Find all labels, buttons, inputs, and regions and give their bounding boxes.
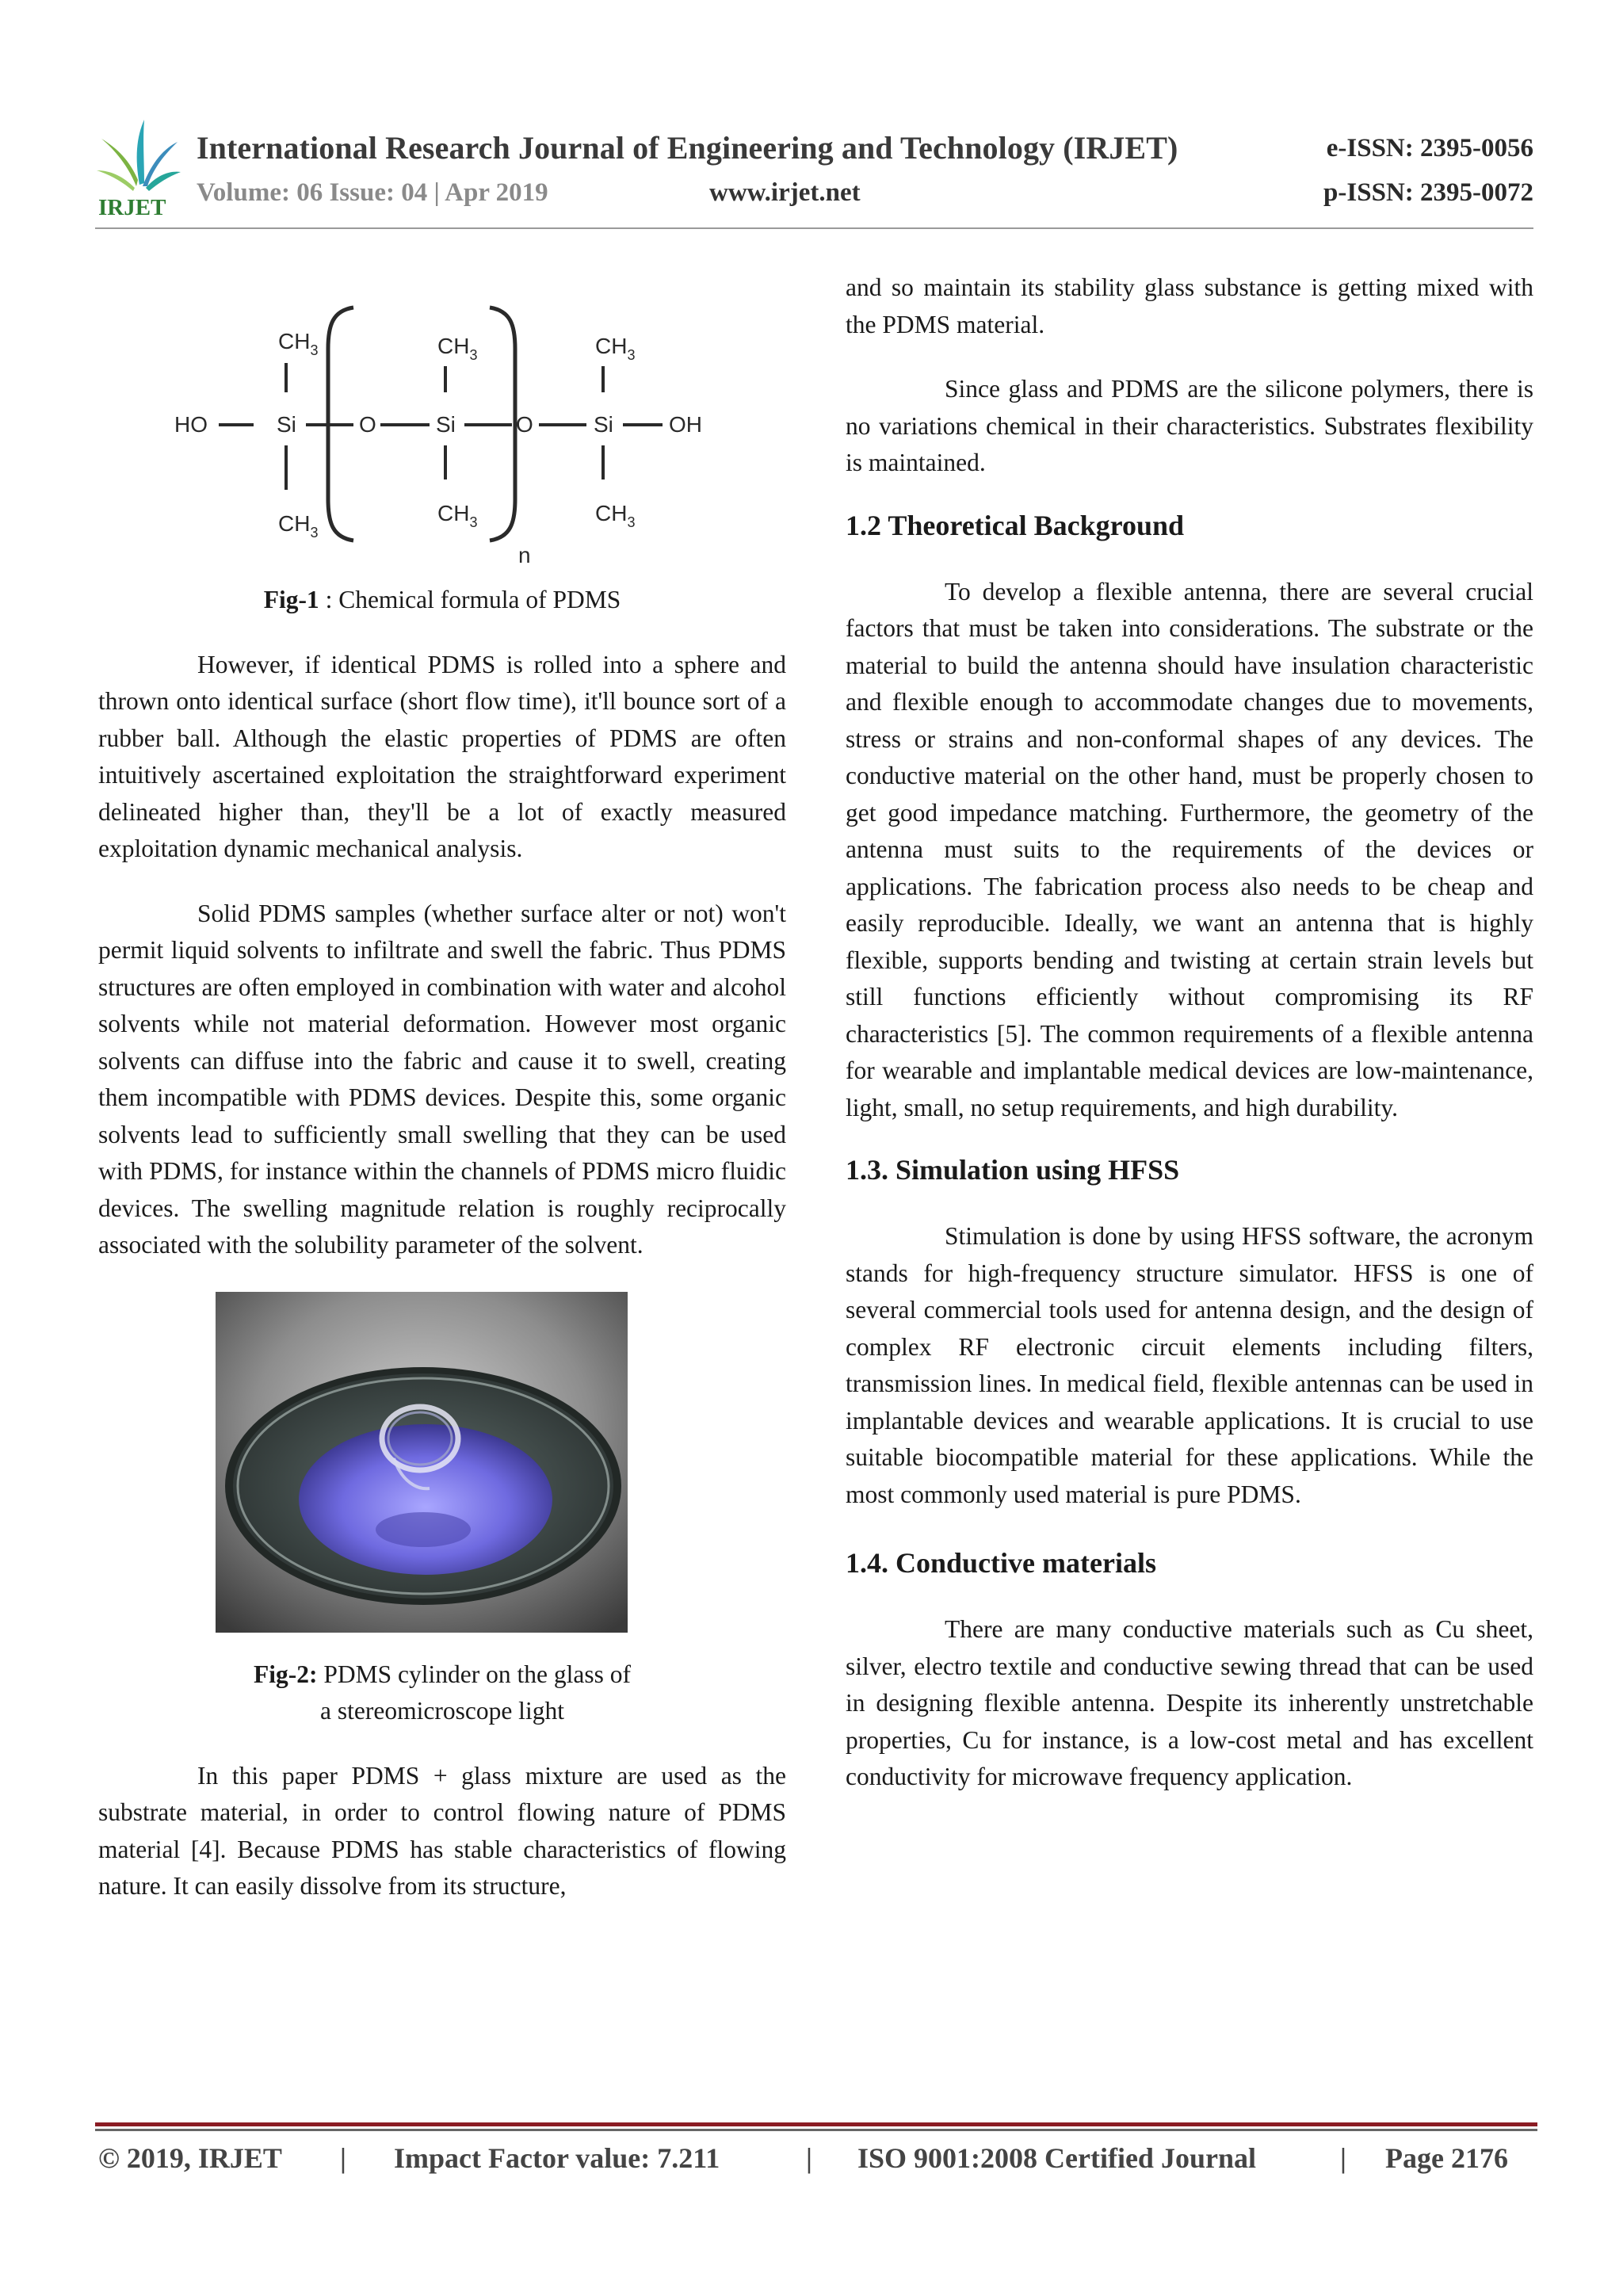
fig1-caption-text: : Chemical formula of PDMS (319, 586, 621, 613)
right-column (846, 269, 1533, 1796)
footer-impact-factor: Impact Factor value: 7.211 (394, 2142, 720, 2174)
logo-text: IRJET (98, 195, 166, 218)
footer-separator-2: | (806, 2142, 812, 2174)
e-issn: e-ISSN: 2395-0056 (1326, 134, 1533, 162)
svg-text:CH3: $CH_3$ (437, 501, 478, 530)
fig2-label: Fig-2: (254, 1660, 318, 1688)
svg-text:CH3: $CH_3$ (437, 334, 478, 363)
formula-o-1: O (359, 412, 376, 437)
section-1-3-text: Stimulation is done by using HFSS software, the acronym stands for high-frequency structure simulator. HFSS is one of several commercial tools used for antenna design, and the design of complex RF electronic circuit elements including filters, transmission lines. In medical field, flexible antennas can be used in implantable devices and wearable applications. It is crucial to use suitable biocompatible material for these applications. While the most commonly used material is pure PDMS. (846, 1222, 1533, 1508)
svg-text:CH3: $CH_3$ (595, 501, 636, 530)
section-1-4-heading: 1.4. Conductive materials (846, 1547, 1156, 1579)
right-paragraph-1: and so maintain its stability glass substance is getting mixed with the PDMS material. (846, 273, 1533, 338)
fig2-caption-line-1: PDMS cylinder on the glass of (317, 1660, 631, 1688)
section-1-4-text: There are many conductive materials such as Cu sheet, silver, electro textile and conductive sewing thread that can be used in designing flexible antenna. Despite its inherently unstretchable properties, Cu for instance, is a low-cost metal and has excellent conductivity for microwave frequency application. (846, 1615, 1533, 1790)
header-divider (95, 227, 1533, 229)
footer-divider-red (95, 2122, 1537, 2126)
journal-title: International Research Journal of Engineering and Technology (IRJET) (197, 130, 1178, 166)
section-1-2-heading: 1.2 Theoretical Background (846, 509, 1185, 541)
svg-text:CH3: $CH_3$ (278, 511, 319, 541)
footer-page-number: Page 2176 (1385, 2142, 1508, 2174)
volume-issue: Volume: 06 Issue: 04 | Apr 2019 (197, 178, 548, 207)
fig2-caption-line-2: a stereomicroscope light (320, 1697, 564, 1725)
formula-oh: OH (669, 412, 702, 437)
footer-separator-3: | (1340, 2142, 1346, 2174)
formula-ch3-bottom-1: CH (278, 511, 311, 536)
section-1-2-text: To develop a flexible antenna, there are several crucial factors that must be taken into considerations. The substrate or the material to build the antenna should have insulation characteristic and flexible enough to accommodate changes due to movements, stress or strains and non-conformal shapes of any devices. The conductive material on the other hand, must be properly chosen to get good impedance matching. Furthermore, the geometry of the antenna must suits to the requirements of the devices or applications. The fabrication process also needs to be cheap and easily reproducible. Ideally, we want an antenna that is highly flexible, supports bending and twisting at certain strain levels but still functions efficiently without compromising its RF characteristics [5]. The common requirements of a flexible antenna for wearable and implantable medical devices are low-maintenance, light, small, no setup requirements, and high durability. (846, 577, 1533, 1121)
formula-ch3-bottom-2: CH (437, 501, 470, 525)
pdms-chemical-formula (98, 238, 786, 579)
svg-text:CH3: $CH_3$ (278, 329, 319, 358)
formula-si-3: Si (594, 412, 613, 437)
fig1-label: Fig-1 (263, 586, 319, 613)
footer-copyright: © 2019, IRJET (98, 2142, 282, 2174)
formula-ho: HO (174, 412, 208, 437)
pdms-cylinder-photo (216, 1292, 628, 1633)
formula-n: n (518, 543, 531, 567)
footer-iso: ISO 9001:2008 Certified Journal (857, 2142, 1256, 2174)
fig2-image-frame (98, 1292, 786, 1633)
page-header (95, 115, 1533, 226)
page-footer (98, 2141, 1525, 2181)
left-paragraph-2: Solid PDMS samples (whether surface alter or not) won't permit liquid solvents to infiltrate and swell the fabric. Thus PDMS structures are often employed in combination with water and alcohol solvents while not material deformation. However most organic solvents can diffuse into the fabric and cause it to swell, creating them incompatible with PDMS devices. Despite this, some organic solvents lead to sufficiently small swelling that they can be used with PDMS, for instance within the channels of PDMS micro fluidic devices. The swelling magnitude relation is roughly reciprocally associated with the solubility parameter of the solvent. (98, 899, 786, 1259)
formula-o-2: O (516, 412, 533, 437)
p-issn: p-ISSN: 2395-0072 (1323, 178, 1533, 207)
footer-divider-gray (95, 2129, 1537, 2131)
irjet-logo (95, 115, 182, 218)
fig2-caption (98, 1656, 786, 1730)
left-paragraph-1: However, if identical PDMS is rolled into a sphere and thrown onto identical surface (short flow time), it'll bounce sort of a rubber ball. Although the elastic properties of PDMS are often intuitively ascertained exploitation the straightforward experiment delineated higher than, they'll be a lot of exactly measured exploitation dynamic mechanical analysis. (98, 650, 786, 862)
section-1-3-heading: 1.3. Simulation using HFSS (846, 1154, 1180, 1186)
formula-ch3-top-2: CH (437, 334, 470, 358)
formula-si-1: Si (277, 412, 296, 437)
formula-ch3-top-1: CH (278, 329, 311, 353)
formula-si-2: Si (436, 412, 456, 437)
journal-website[interactable]: www.irjet.net (709, 178, 861, 207)
right-paragraph-2: Since glass and PDMS are the silicone polymers, there is no variations chemical in their characteristics. Substrates flexibility is maintained. (846, 375, 1533, 476)
formula-ch3-top-3: CH (595, 334, 628, 358)
left-paragraph-3: In this paper PDMS + glass mixture are used as the substrate material, in order to control flowing nature of PDMS material [4]. Because PDMS has stable characteristics of flowing nature. It can easily dissolve from its structure, (98, 1761, 786, 1900)
svg-text:CH3: $CH_3$ (595, 334, 636, 363)
fig1-caption (98, 582, 786, 619)
left-column (98, 238, 786, 1905)
footer-separator-1: | (340, 2142, 346, 2174)
formula-ch3-bottom-3: CH (595, 501, 628, 525)
